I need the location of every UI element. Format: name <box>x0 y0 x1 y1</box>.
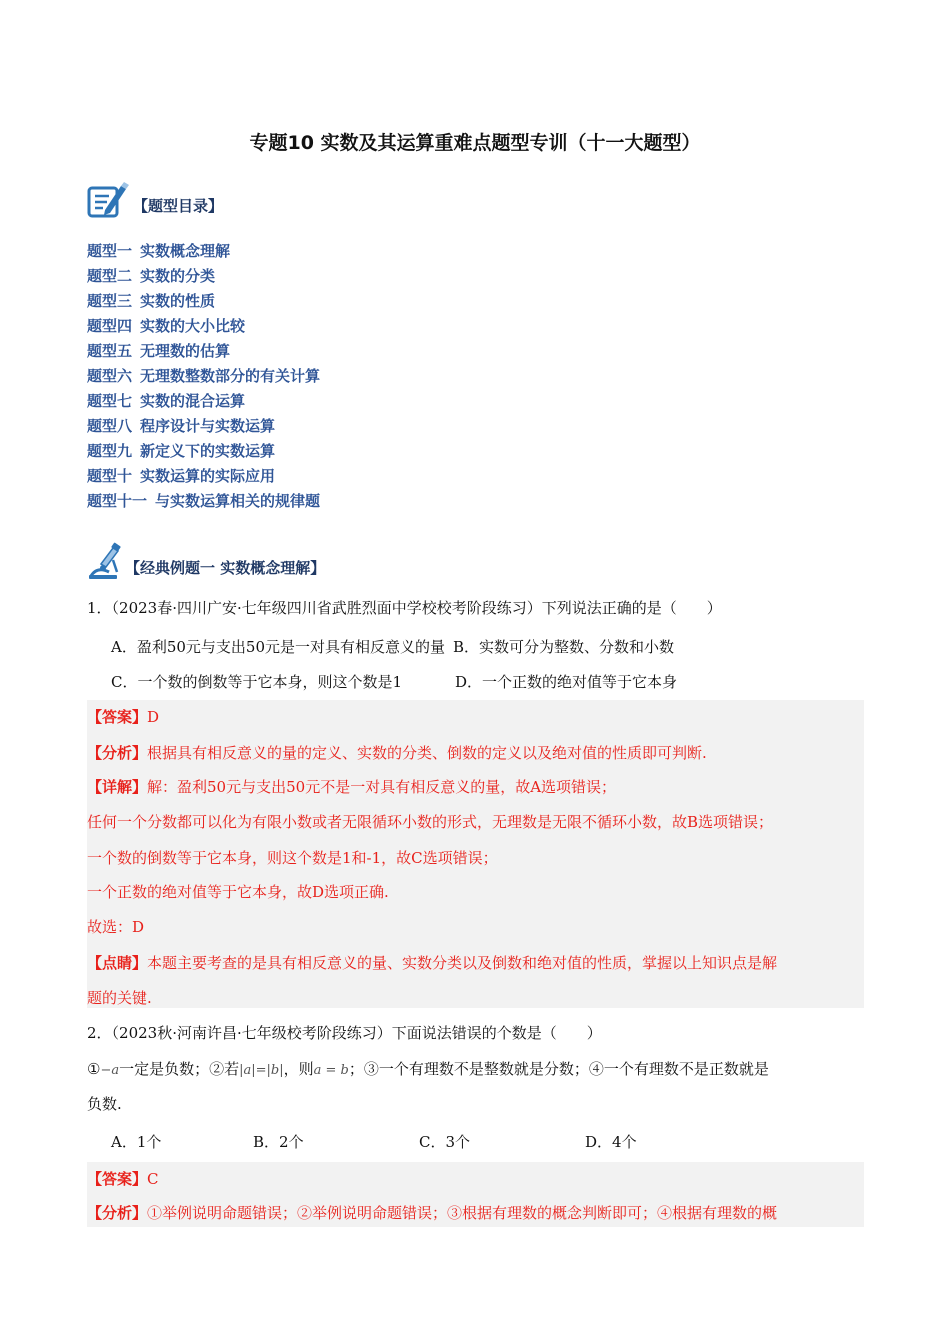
toc-item[interactable]: 题型六 无理数整数部分的有关计算 <box>87 367 321 385</box>
q2-option-c: C．3个 <box>419 1133 471 1151</box>
q1-solution-box <box>87 700 864 1008</box>
toc-item[interactable]: 题型五 无理数的估算 <box>87 342 231 360</box>
question-2-line-2: 负数. <box>87 1095 122 1113</box>
q1-option-d: D．一个正数的绝对值等于它本身 <box>455 673 678 691</box>
q2-solution-box <box>87 1162 864 1227</box>
section-heading-label: 【经典例题一 实数概念理解】 <box>125 558 326 577</box>
toc-item[interactable]: 题型三 实数的性质 <box>87 292 216 310</box>
q2-answer: 【答案】C <box>87 1170 159 1188</box>
q1-detail-1: 【详解】解：盈利50元与支出50元不是一对具有相反意义的量，故A选项错误； <box>87 778 617 796</box>
question-2-line-1: ①−a一定是负数；②若|a|=|b|，则a = b；③一个有理数不是整数就是分数；④一个有理数不是正数就是 <box>87 1060 769 1078</box>
q1-choose: 故选：D <box>87 918 145 936</box>
toc-heading-label: 【题型目录】 <box>133 196 224 215</box>
question-1-stem: 1．（2023春·四川广安·七年级四川省武胜烈面中学校校考阶段练习）下列说法正确的是（ ） <box>87 599 722 617</box>
q2-option-d: D．4个 <box>585 1133 637 1151</box>
q1-detail-3: 一个数的倒数等于它本身，则这个数是1和-1，故C选项错误； <box>87 849 498 867</box>
q1-answer: 【答案】D <box>87 708 160 726</box>
toc-heading <box>87 183 223 223</box>
q2-option-b: B．2个 <box>253 1133 304 1151</box>
q1-comment-1: 【点睛】本题主要考查的是具有相反意义的量、实数分类以及倒数和绝对值的性质，掌握以上知识点是解 <box>87 954 778 972</box>
pencil-note-icon <box>87 182 129 224</box>
q1-detail-2: 任何一个分数都可以化为有限小数或者无限循环小数的形式，无理数是无限不循环小数，故B选项错误； <box>87 813 774 831</box>
q1-analysis: 【分析】根据具有相反意义的量的定义、实数的分类、倒数的定义以及绝对值的性质即可判断. <box>87 744 707 762</box>
q1-option-a: A．盈利50元与支出50元是一对具有相反意义的量 <box>111 638 446 656</box>
question-2-stem: 2．（2023秋·河南许昌·七年级校考阶段练习）下面说法错误的个数是（ ） <box>87 1024 602 1042</box>
toc-item[interactable]: 题型八 程序设计与实数运算 <box>87 417 276 435</box>
q1-comment-2: 题的关键. <box>87 989 152 1007</box>
toc-item[interactable]: 题型七 实数的混合运算 <box>87 392 246 410</box>
q1-option-c: C．一个数的倒数等于它本身，则这个数是1 <box>111 673 403 691</box>
q2-analysis: 【分析】①举例说明命题错误；②举例说明命题错误；③根据有理数的概念判断即可；④根据有理数的概 <box>87 1204 778 1222</box>
toc-item[interactable]: 题型二 实数的分类 <box>87 267 216 285</box>
toc-item[interactable]: 题型十一 与实数运算相关的规律题 <box>87 492 321 510</box>
q1-option-b: B．实数可分为整数、分数和小数 <box>453 638 675 656</box>
q2-option-a: A．1个 <box>111 1133 162 1151</box>
q1-detail-4: 一个正数的绝对值等于它本身，故D选项正确. <box>87 883 389 901</box>
section-heading <box>87 544 325 582</box>
toc-item[interactable]: 题型一 实数概念理解 <box>87 242 231 260</box>
toc-item[interactable]: 题型十 实数运算的实际应用 <box>87 467 276 485</box>
toc-list <box>87 240 320 515</box>
toc-item[interactable]: 题型四 实数的大小比较 <box>87 317 246 335</box>
page-title: 专题10 实数及其运算重难点题型专训（十一大题型） <box>249 132 701 154</box>
microscope-icon <box>87 542 125 584</box>
toc-item[interactable]: 题型九 新定义下的实数运算 <box>87 442 276 460</box>
